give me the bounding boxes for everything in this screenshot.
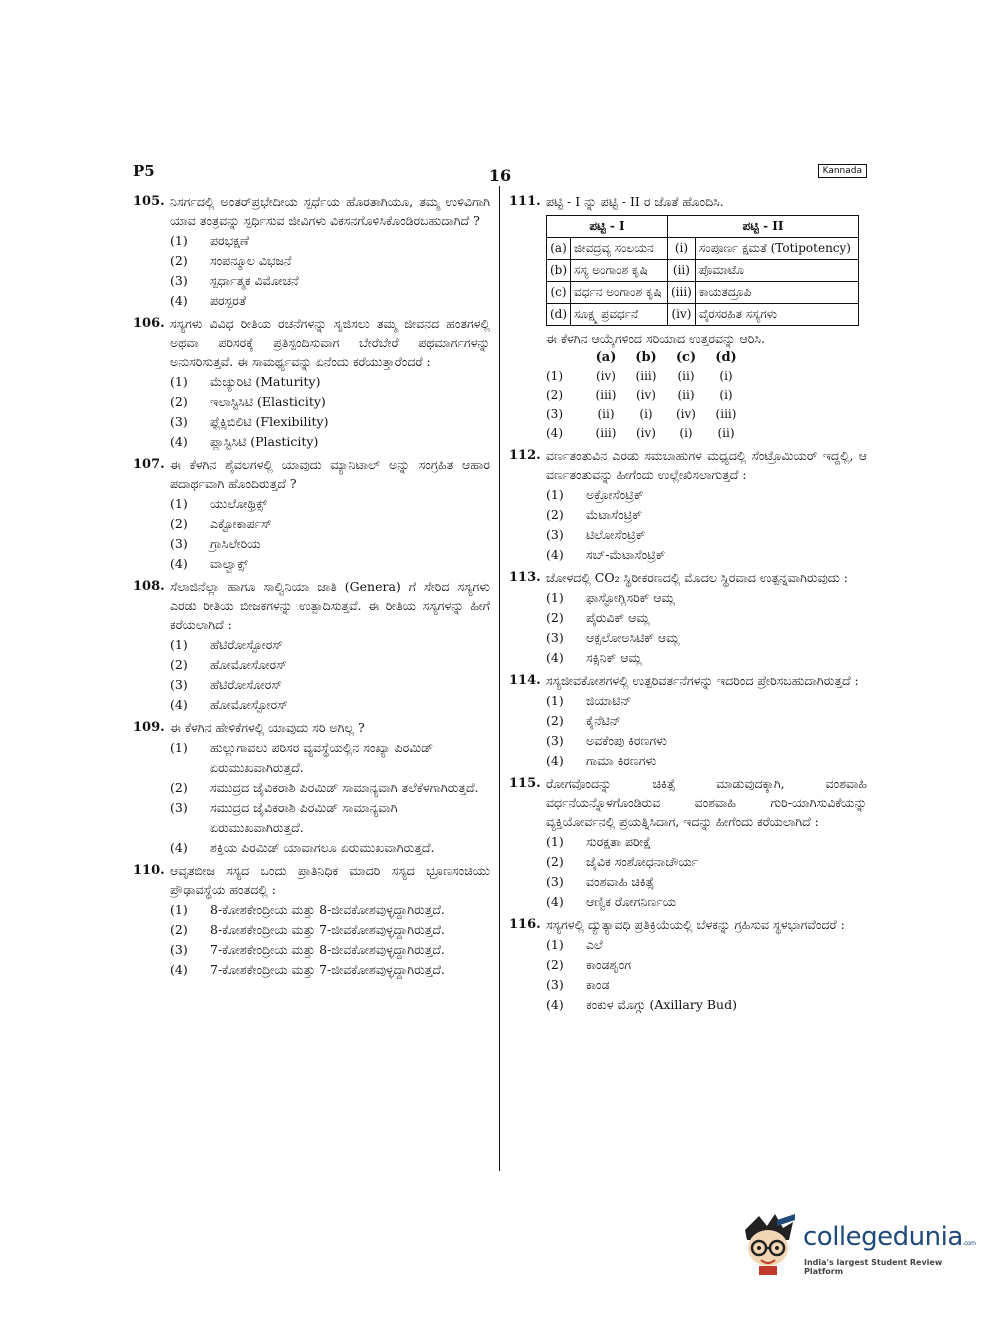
option-text: ಫಾಸ್ಫೋಗ್ಲಿಸರಿಕ್ ಆಮ್ಲ — [586, 590, 675, 605]
option-item — [546, 872, 867, 892]
option-item — [546, 648, 867, 668]
option-item — [546, 892, 867, 912]
option-text: ಆಣ್ವಿಕ ರೋಗನಿರ್ಣಯ — [586, 894, 677, 909]
match-table — [546, 215, 859, 326]
answer-cell: (ii) — [677, 369, 695, 383]
option-item — [170, 554, 490, 574]
answer-grid — [546, 348, 746, 443]
answer-cell: (iii) — [715, 407, 737, 421]
option-item — [170, 635, 490, 655]
list-2-label: (i) — [667, 238, 695, 260]
answer-header-row — [546, 348, 746, 367]
question-text: ಸಸ್ಯಜೀವಕೋಶಗಳಲ್ಲಿ ಉತ್ಪರಿವರ್ತನೆಗಳನ್ನು ಇದರಿಂದ ಪ್ರೇರಿಸಬಹುದಾಗಿರುತ್ತದೆ : — [546, 673, 859, 688]
answer-cell: (i) — [719, 369, 733, 383]
option-number: (4) — [170, 962, 188, 977]
option-number: (3) — [170, 273, 188, 288]
mascot-icon — [737, 1210, 799, 1276]
option-number: (2) — [170, 516, 188, 531]
option-text: ಟಿಲೋಸೆಂಟ್ರಿಕ್ — [586, 527, 646, 542]
question-text: ಸಸ್ಯಗಳಲ್ಲಿ ದ್ಯುತ್ಯಾವಧಿ ಪ್ರತಿಕ್ರಿಯೆಯಲ್ಲಿ ಬೆಳಕನ್ನು ಗ್ರಹಿಸುವ ಸ್ಥಳಭಾಗವೆಂದರೆ : — [546, 917, 845, 932]
list-2-item: ಕಾಯತದ್ರೂಪಿ — [695, 282, 858, 304]
answer-cell: (iv) — [636, 388, 656, 402]
answer-row — [546, 386, 746, 405]
option-item — [170, 738, 490, 778]
question-text: ಆವೃತಬೀಜ ಸಸ್ಯದ ಒಂದು ಪ್ರಾತಿನಿಧಿಕ ಮಾದರಿ ಸಸ್ಯದ ಭ್ರೂಣಸಂಚಿಯು ಪ್ರೌಢಾವಸ್ಥೆಯ ಹಂತದಲ್ಲಿ : — [170, 863, 490, 897]
option-number: (1) — [546, 590, 564, 605]
list-2-label: (iii) — [667, 282, 695, 304]
option-text: ಫ್ಲೆಕ್ಸಿಬಿಲಿಟಿ (Flexibility) — [210, 414, 329, 429]
option-number: (3) — [546, 527, 564, 542]
option-item — [170, 514, 490, 534]
option-item — [546, 731, 867, 751]
answer-cell: (i) — [679, 426, 693, 440]
list-2-header: ಪಟ್ಟಿ - II — [667, 216, 858, 238]
option-item — [546, 935, 867, 955]
option-number: (2) — [170, 657, 188, 672]
option-text: ಸಂಪನ್ಮೂಲ ವಿಭಜನೆ — [210, 253, 292, 268]
option-text: ಅಕ್ರೋಸೆಂಟ್ರಿಕ್ — [586, 487, 644, 502]
answer-cell: (iii) — [595, 388, 617, 402]
option-text: ಕಾಂಡ — [586, 977, 610, 992]
option-number: (3) — [546, 630, 564, 645]
option-text: ವಾಲ್ವಾಕ್ಸ್ — [210, 556, 249, 571]
option-item — [170, 838, 490, 858]
option-number: (4) — [170, 293, 188, 308]
answer-cell: (i) — [639, 407, 653, 421]
answer-cell: (ii) — [677, 388, 695, 402]
list-1-item: ಸೂಕ್ಷ್ಮ ಪ್ರವರ್ಧನೆ — [571, 304, 668, 326]
option-number: (4) — [170, 434, 188, 449]
question-text: ಈ ಕೆಳಗಿನ ಹೇಳಿಕೆಗಳಲ್ಲಿ ಯಾವುದು ಸರಿ ಅಗಿಲ್ಲ ? — [170, 720, 365, 735]
option-number: (4) — [546, 997, 564, 1012]
answer-row — [546, 405, 746, 424]
answer-cell: (iii) — [595, 426, 617, 440]
option-number: (3) — [546, 874, 564, 889]
list-2-item: ವೈರಸರಹಿತ ಸಸ್ಯಗಳು — [695, 304, 858, 326]
answer-cell: (iv) — [676, 407, 696, 421]
option-number: (2) — [170, 780, 188, 795]
question-text: ಜೋಳದಲ್ಲಿ CO₂ ಸ್ಥಿರೀಕರಣದಲ್ಲಿ ಮೊದಲ ಸ್ಥಿರವಾದ ಉತ್ಪನ್ನವಾಗಿರುವುದು : — [546, 570, 848, 585]
option-number: (2) — [546, 957, 564, 972]
option-number: (2) — [170, 394, 188, 409]
option-item — [170, 655, 490, 675]
answer-header: (d) — [715, 350, 737, 365]
question-number: 114. — [509, 673, 541, 688]
answer-row — [546, 424, 746, 443]
option-text: ಕಾಂಡಶೃಂಗ — [586, 957, 631, 972]
option-number: (3) — [170, 800, 188, 815]
option-number: (1) — [170, 496, 188, 511]
option-text: ಸಮುದ್ರದ ಜೈವಿಕರಾಶಿ ಪಿರಮಿಡ್ ಸಾಮಾನ್ಯವಾಗಿ ಏರುಮುಖವಾಗಿರುತ್ತದೆ. — [210, 800, 398, 835]
match-row — [547, 238, 859, 260]
option-text: ಹೋಮೋಸ್ಪೋರಸ್ — [210, 697, 288, 712]
question-text: ಪಟ್ಟಿ - I ನ್ನು ಪಟ್ಟಿ - II ರ ಜೊತೆ ಹೊಂದಿಸಿ. — [546, 194, 724, 209]
option-number: (3) — [546, 733, 564, 748]
question-text: ಈ ಕೆಳಗಿನ ಶೈವಲಗಳಲ್ಲಿ ಯಾವುದು ಮ್ಯಾನಿಟಾಲ್ ಅನ್ನು ಸಂಗ್ರಹಿತ ಆಹಾರ ಪದಾರ್ಥವಾಗಿ ಹೊಂದಿರುತ್ತದೆ ? — [170, 457, 490, 491]
option-text: ಎಲೆ — [586, 937, 603, 952]
option-item — [546, 588, 867, 608]
logo-name: collegedunia.com — [803, 1222, 976, 1252]
answer-option-number: (1) — [546, 369, 563, 383]
option-number: (3) — [546, 977, 564, 992]
option-text: ಹೆಟಿರೋಸೋರಸ್ — [210, 677, 283, 692]
question-text: ರೋಗವೊಂದನ್ನು ಚಿಕಿತ್ಸೆ ಮಾಡುವುದಕ್ಕಾಗಿ, ವಂಶವಾಹಿ ವರ್ಧನೆಯನ್ನೊಳಗೊಂಡಿರುವ ವಂಶವಾಹಿ ಗುರಿ-ಯಾಗಿಸುವಿಕೆಯನ್ನು ವ್ಯಕ್ತಿಯೋರ್ವನಲ್ಲಿ ಪ್ರಯತ್ನಿಸಿದಾಗ, ಇದನ್ನು ಹೀಗೆಂದು ಕರೆಯಲಾಗಿದೆ : — [546, 776, 867, 829]
option-text: 7-ಕೋಶಕೇಂದ್ರೀಯ ಮತ್ತು 8-ಜೀವಕೋಶವುಳ್ಳದ್ದಾಗಿರುತ್ತದೆ. — [210, 942, 445, 957]
option-item — [170, 940, 490, 960]
answer-header: (c) — [675, 350, 697, 365]
answer-cell: (iii) — [635, 369, 657, 383]
question-114 — [509, 671, 867, 771]
option-number: (1) — [546, 487, 564, 502]
list-1-item: ವರ್ಧನ ಅಂಗಾಂಶ ಕೃಷಿ — [571, 282, 668, 304]
question-text: ವರ್ಣತಂತುವಿನ ಎರಡು ಸಮಬಾಹುಗಳ ಮಧ್ಯದಲ್ಲಿ ಸೆಂಟ್ರೊಮಿಯರ್ ಇದ್ದಲ್ಲಿ, ಆ ವರ್ಣತಂತುವನ್ನು ಹೀಗೆಂದು ಉಲ್ಲೇಖಿಸಲಾಗುತ್ತದೆ : — [546, 448, 867, 482]
option-text: ಗಾಮಾ ಕಿರಣಗಳು — [586, 753, 657, 768]
question-number: 110. — [133, 863, 165, 878]
question-number: 105. — [133, 194, 165, 209]
list-1-label: (b) — [547, 260, 571, 282]
question-number: 112. — [509, 448, 541, 463]
answer-cell: (iv) — [596, 369, 616, 383]
question-number: 111. — [509, 194, 541, 209]
option-number: (3) — [170, 942, 188, 957]
list-1-label: (d) — [547, 304, 571, 326]
option-number: (2) — [546, 713, 564, 728]
question-text: ಸೆಲಾಜಿನೆಲ್ಲಾ ಹಾಗೂ ಸಾಲ್ವಿನಿಯಾ ಜಾತಿ (Genera) ಗೆ ಸೇರಿದ ಸಸ್ಯಗಳು ಎರಡು ರೀತಿಯ ಬೀಜಕಗಳನ್ನು ಉತ್ಪಾದಿಸುತ್ತವೆ. ಈ ರೀತಿಯ ಸಸ್ಯಗಳನ್ನು ಹೀಗೆ ಕರೆಯಲಾಗಿದೆ : — [170, 579, 490, 632]
question-108 — [133, 577, 490, 715]
question-number: 115. — [509, 776, 541, 791]
option-item — [546, 691, 867, 711]
option-number: (2) — [546, 610, 564, 625]
option-item — [170, 412, 490, 432]
answer-option-number: (3) — [546, 407, 563, 421]
question-107 — [133, 455, 490, 574]
option-item — [170, 778, 490, 798]
question-113 — [509, 568, 867, 668]
option-text: ಮೆಟಾಸೆಂಟ್ರಿಕ್ — [586, 507, 643, 522]
language-label: Kannada — [818, 164, 867, 178]
option-number: (3) — [170, 414, 188, 429]
set-code: P5 — [133, 162, 155, 180]
option-item — [546, 751, 867, 771]
option-number: (2) — [546, 507, 564, 522]
option-text: ಸಮುದ್ರದ ಜೈವಿಕರಾಶಿ ಪಿರಮಿಡ್ ಸಾಮಾನ್ಯವಾಗಿ ತಲೆಕೆಳಗಾಗಿರುತ್ತದೆ. — [210, 780, 479, 795]
question-105 — [133, 192, 490, 311]
question-text: ಸಸ್ಯಗಳು ವಿವಿಧ ರೀತಿಯ ರಚನೆಗಳನ್ನು ಸೃಜಿಸಲು ತಮ್ಮ ಜೀವನದ ಹಂತಗಳಲ್ಲಿ ಅಥವಾ ಪರಿಸರಕ್ಕೆ ಪ್ರತಿಸ್ಪಂದಿಸುವಾಗ ಬೇರೆಬೇರೆ ಪಥಮಾರ್ಗಗಳನ್ನು ಅನುಸರಿಸುತ್ತವೆ. ಈ ಸಾಮರ್ಥ್ಯವನ್ನು ಏನೆಂದು ಕರೆಯುತ್ತಾರೆಂದರೆ : — [170, 316, 490, 369]
option-number: (4) — [170, 697, 188, 712]
option-number: (1) — [546, 937, 564, 952]
option-number: (4) — [546, 650, 564, 665]
list-2-label: (iv) — [667, 304, 695, 326]
option-item — [170, 675, 490, 695]
option-text: 7-ಕೋಶಕೇಂದ್ರೀಯ ಮತ್ತು 7-ಜೀವಕೋಶವುಳ್ಳದ್ದಾಗಿರುತ್ತದೆ. — [210, 962, 445, 977]
question-109 — [133, 718, 490, 858]
option-number: (4) — [546, 547, 564, 562]
option-item — [546, 525, 867, 545]
option-item — [170, 392, 490, 412]
option-number: (4) — [170, 556, 188, 571]
question-text: ನಿಸರ್ಗದಲ್ಲಿ ಅಂತರ್‌ಪ್ರಭೇದೀಯ ಸ್ಪರ್ಧೆಯ ಹೊರತಾಗಿಯೂ, ತಮ್ಮ ಉಳಿವಿಗಾಗಿ ಯಾವ ತಂತ್ರವನ್ನು ಸ್ಪರ್ಧಿಸುವ ಜೀವಿಗಳು ವಿಕಸನಗೊಳಿಸಿಕೊಂಡಿರಬಹುದಾಗಿದೆ ? — [170, 194, 490, 228]
option-text: ಮೆಚ್ಯುರಿಟಿ (Maturity) — [210, 374, 321, 389]
question-112 — [509, 446, 867, 565]
option-number: (3) — [170, 536, 188, 551]
option-item — [546, 975, 867, 995]
answer-header: (a) — [595, 350, 617, 365]
answer-cell: (ii) — [717, 426, 735, 440]
collegedunia-logo — [737, 1210, 976, 1280]
option-text: ಯುಲೋಥ್ರಿಕ್ಸ್ — [210, 496, 268, 511]
list-2-item: ಸಂಪೂರ್ಣ ಕ್ಷಮತೆ (Totipotency) — [695, 238, 858, 260]
page-number: 16 — [488, 166, 512, 185]
question-110 — [133, 861, 490, 980]
option-text: ಪ್ಲಾಸ್ಟಿಸಿಟಿ (Plasticity) — [210, 434, 319, 449]
list-1-item: ಜೀವದ್ರವ್ಯ ಸಂಲಯನ — [571, 238, 668, 260]
option-item — [546, 852, 867, 872]
option-text: ಇಲಾಸ್ಟಿಸಿಟಿ (Elasticity) — [210, 394, 326, 409]
list-2-label: (ii) — [667, 260, 695, 282]
option-item — [170, 231, 490, 251]
option-text: 8-ಕೋಶಕೇಂದ್ರೀಯ ಮತ್ತು 8-ಜೀವಕೋಶವುಳ್ಳದ್ದಾಗಿರುತ್ತದೆ. — [210, 902, 445, 917]
match-row — [547, 304, 859, 326]
option-text: ಹೆಟಿರೋಸ್ಪೋರಸ್ — [210, 637, 283, 652]
option-number: (1) — [170, 637, 188, 652]
left-column — [133, 192, 490, 983]
option-number: (4) — [170, 840, 188, 855]
option-number: (4) — [546, 753, 564, 768]
option-text: ಕೈನೆಟಿನ್ — [586, 713, 621, 728]
option-text: ವಂಶವಾಹಿ ಚಿಕಿತ್ಸೆ — [586, 874, 654, 889]
option-text: ಪರಸ್ಪರತೆ — [210, 293, 246, 308]
option-number: (2) — [170, 253, 188, 268]
option-text: ಅವಕೆಂಪು ಕಿರಣಗಳು — [586, 733, 667, 748]
option-text: ಸಬ್-ಮೆಟಾಸೆಂಟ್ರಿಕ್ — [586, 547, 666, 562]
option-number: (3) — [170, 677, 188, 692]
list-1-header: ಪಟ್ಟಿ - I — [547, 216, 668, 238]
answer-cell: (ii) — [597, 407, 615, 421]
instruction-text: ಈ ಕೆಳಗಿನ ಆಯ್ಕೆಗಳಿಂದ ಸರಿಯಾದ ಉತ್ತರವನ್ನು ಆರಿಸಿ. — [546, 331, 766, 346]
option-number: (1) — [546, 834, 564, 849]
option-item — [546, 711, 867, 731]
option-item — [546, 628, 867, 648]
option-text: ಪೈರುವಿಕ್ ಆಮ್ಲ — [586, 610, 650, 625]
question-number: 108. — [133, 579, 165, 594]
option-text: ಹೋಮೋಸೋರಸ್ — [210, 657, 287, 672]
option-text: ಸ್ಪರ್ಧಾತ್ಮಕ ವಿಮೋಚನೆ — [210, 273, 299, 288]
option-text: ಪರಭಕ್ಷಣೆ — [210, 233, 250, 248]
option-number: (1) — [170, 374, 188, 389]
option-item — [170, 695, 490, 715]
answer-row — [546, 367, 746, 386]
question-111 — [509, 192, 867, 443]
question-115 — [509, 774, 867, 912]
option-text: ಆಕ್ಸಲೋಅಸಿಟಿಕ್ ಆಮ್ಲ — [586, 630, 680, 645]
option-text: ಶಕ್ತಿಯ ಪಿರಮಿಡ್ ಯಾವಾಗಲೂ ಏರುಮುಖವಾಗಿರುತ್ತದೆ. — [210, 840, 435, 855]
match-row — [547, 282, 859, 304]
question-116 — [509, 915, 867, 1015]
option-item — [546, 995, 867, 1015]
list-1-label: (c) — [547, 282, 571, 304]
answer-cell: (iv) — [636, 426, 656, 440]
option-item — [170, 271, 490, 291]
option-text: ಸುರಕ್ಷತಾ ಪರೀಕ್ಷೆ — [586, 834, 652, 849]
answer-header-blank — [546, 348, 586, 367]
option-item — [170, 291, 490, 311]
option-item — [170, 798, 490, 838]
option-text: ಎಕ್ಟೋಕಾರ್ಪಸ್ — [210, 516, 272, 531]
option-item — [170, 920, 490, 940]
option-item — [170, 534, 490, 554]
option-number: (1) — [546, 693, 564, 708]
answer-option-number: (4) — [546, 426, 563, 440]
option-text: ಕಂಕುಳ ಮೊಗ್ಗು (Axillary Bud) — [586, 997, 737, 1012]
question-number: 109. — [133, 720, 165, 735]
option-text: ಜಿಯಾಟಿನ್ — [586, 693, 632, 708]
question-number: 106. — [133, 316, 165, 331]
column-divider — [499, 186, 500, 1171]
option-item — [546, 608, 867, 628]
option-number: (2) — [546, 854, 564, 869]
answer-option-number: (2) — [546, 388, 563, 402]
answer-header: (b) — [635, 350, 657, 365]
option-text: ಜೈವಿಕ ಸಂಶೋಧನಾಚೌರ್ಯ — [586, 854, 699, 869]
question-number: 107. — [133, 457, 165, 472]
option-item — [170, 432, 490, 452]
logo-tagline: India's largest Student Review Platform — [804, 1258, 943, 1276]
option-text: ಹುಲ್ಲುಗಾವಲು ಪರಿಸರ ವ್ಯವಸ್ಥೆಯಲ್ಲಿನ ಸಂಖ್ಯಾ ಪಿರಮಿಡ್ ಏರುಮುಖವಾಗಿರುತ್ತದೆ. — [210, 740, 434, 775]
question-106 — [133, 314, 490, 452]
option-number: (1) — [170, 740, 188, 755]
option-item — [170, 251, 490, 271]
option-item — [170, 494, 490, 514]
option-text: 8-ಕೋಶಕೇಂದ್ರೀಯ ಮತ್ತು 7-ಜೀವಕೋಶವುಳ್ಳದ್ದಾಗಿರುತ್ತದೆ. — [210, 922, 445, 937]
right-column — [509, 192, 867, 1018]
option-text: ಸಕ್ಸಿನಿಕ್ ಆಮ್ಲ — [586, 650, 642, 665]
option-item — [546, 545, 867, 565]
option-item — [546, 955, 867, 975]
list-2-item: ಪೊಮಾಟೊ — [695, 260, 858, 282]
option-number: (1) — [170, 902, 188, 917]
option-number: (1) — [170, 233, 188, 248]
option-number: (4) — [546, 894, 564, 909]
page-header — [133, 160, 867, 184]
option-text: ಗ್ರಾಸಿಲೇರಿಯ — [210, 536, 261, 551]
option-number: (2) — [170, 922, 188, 937]
list-1-item: ಸಸ್ಯ ಅಂಗಾಂಶ ಕೃಷಿ — [571, 260, 668, 282]
option-item — [170, 960, 490, 980]
option-item — [170, 372, 490, 392]
list-1-label: (a) — [547, 238, 571, 260]
question-number: 116. — [509, 917, 541, 932]
answer-cell: (i) — [719, 388, 733, 402]
option-item — [546, 485, 867, 505]
option-item — [170, 900, 490, 920]
match-row — [547, 260, 859, 282]
option-item — [546, 505, 867, 525]
question-number: 113. — [509, 570, 541, 585]
option-item — [546, 832, 867, 852]
